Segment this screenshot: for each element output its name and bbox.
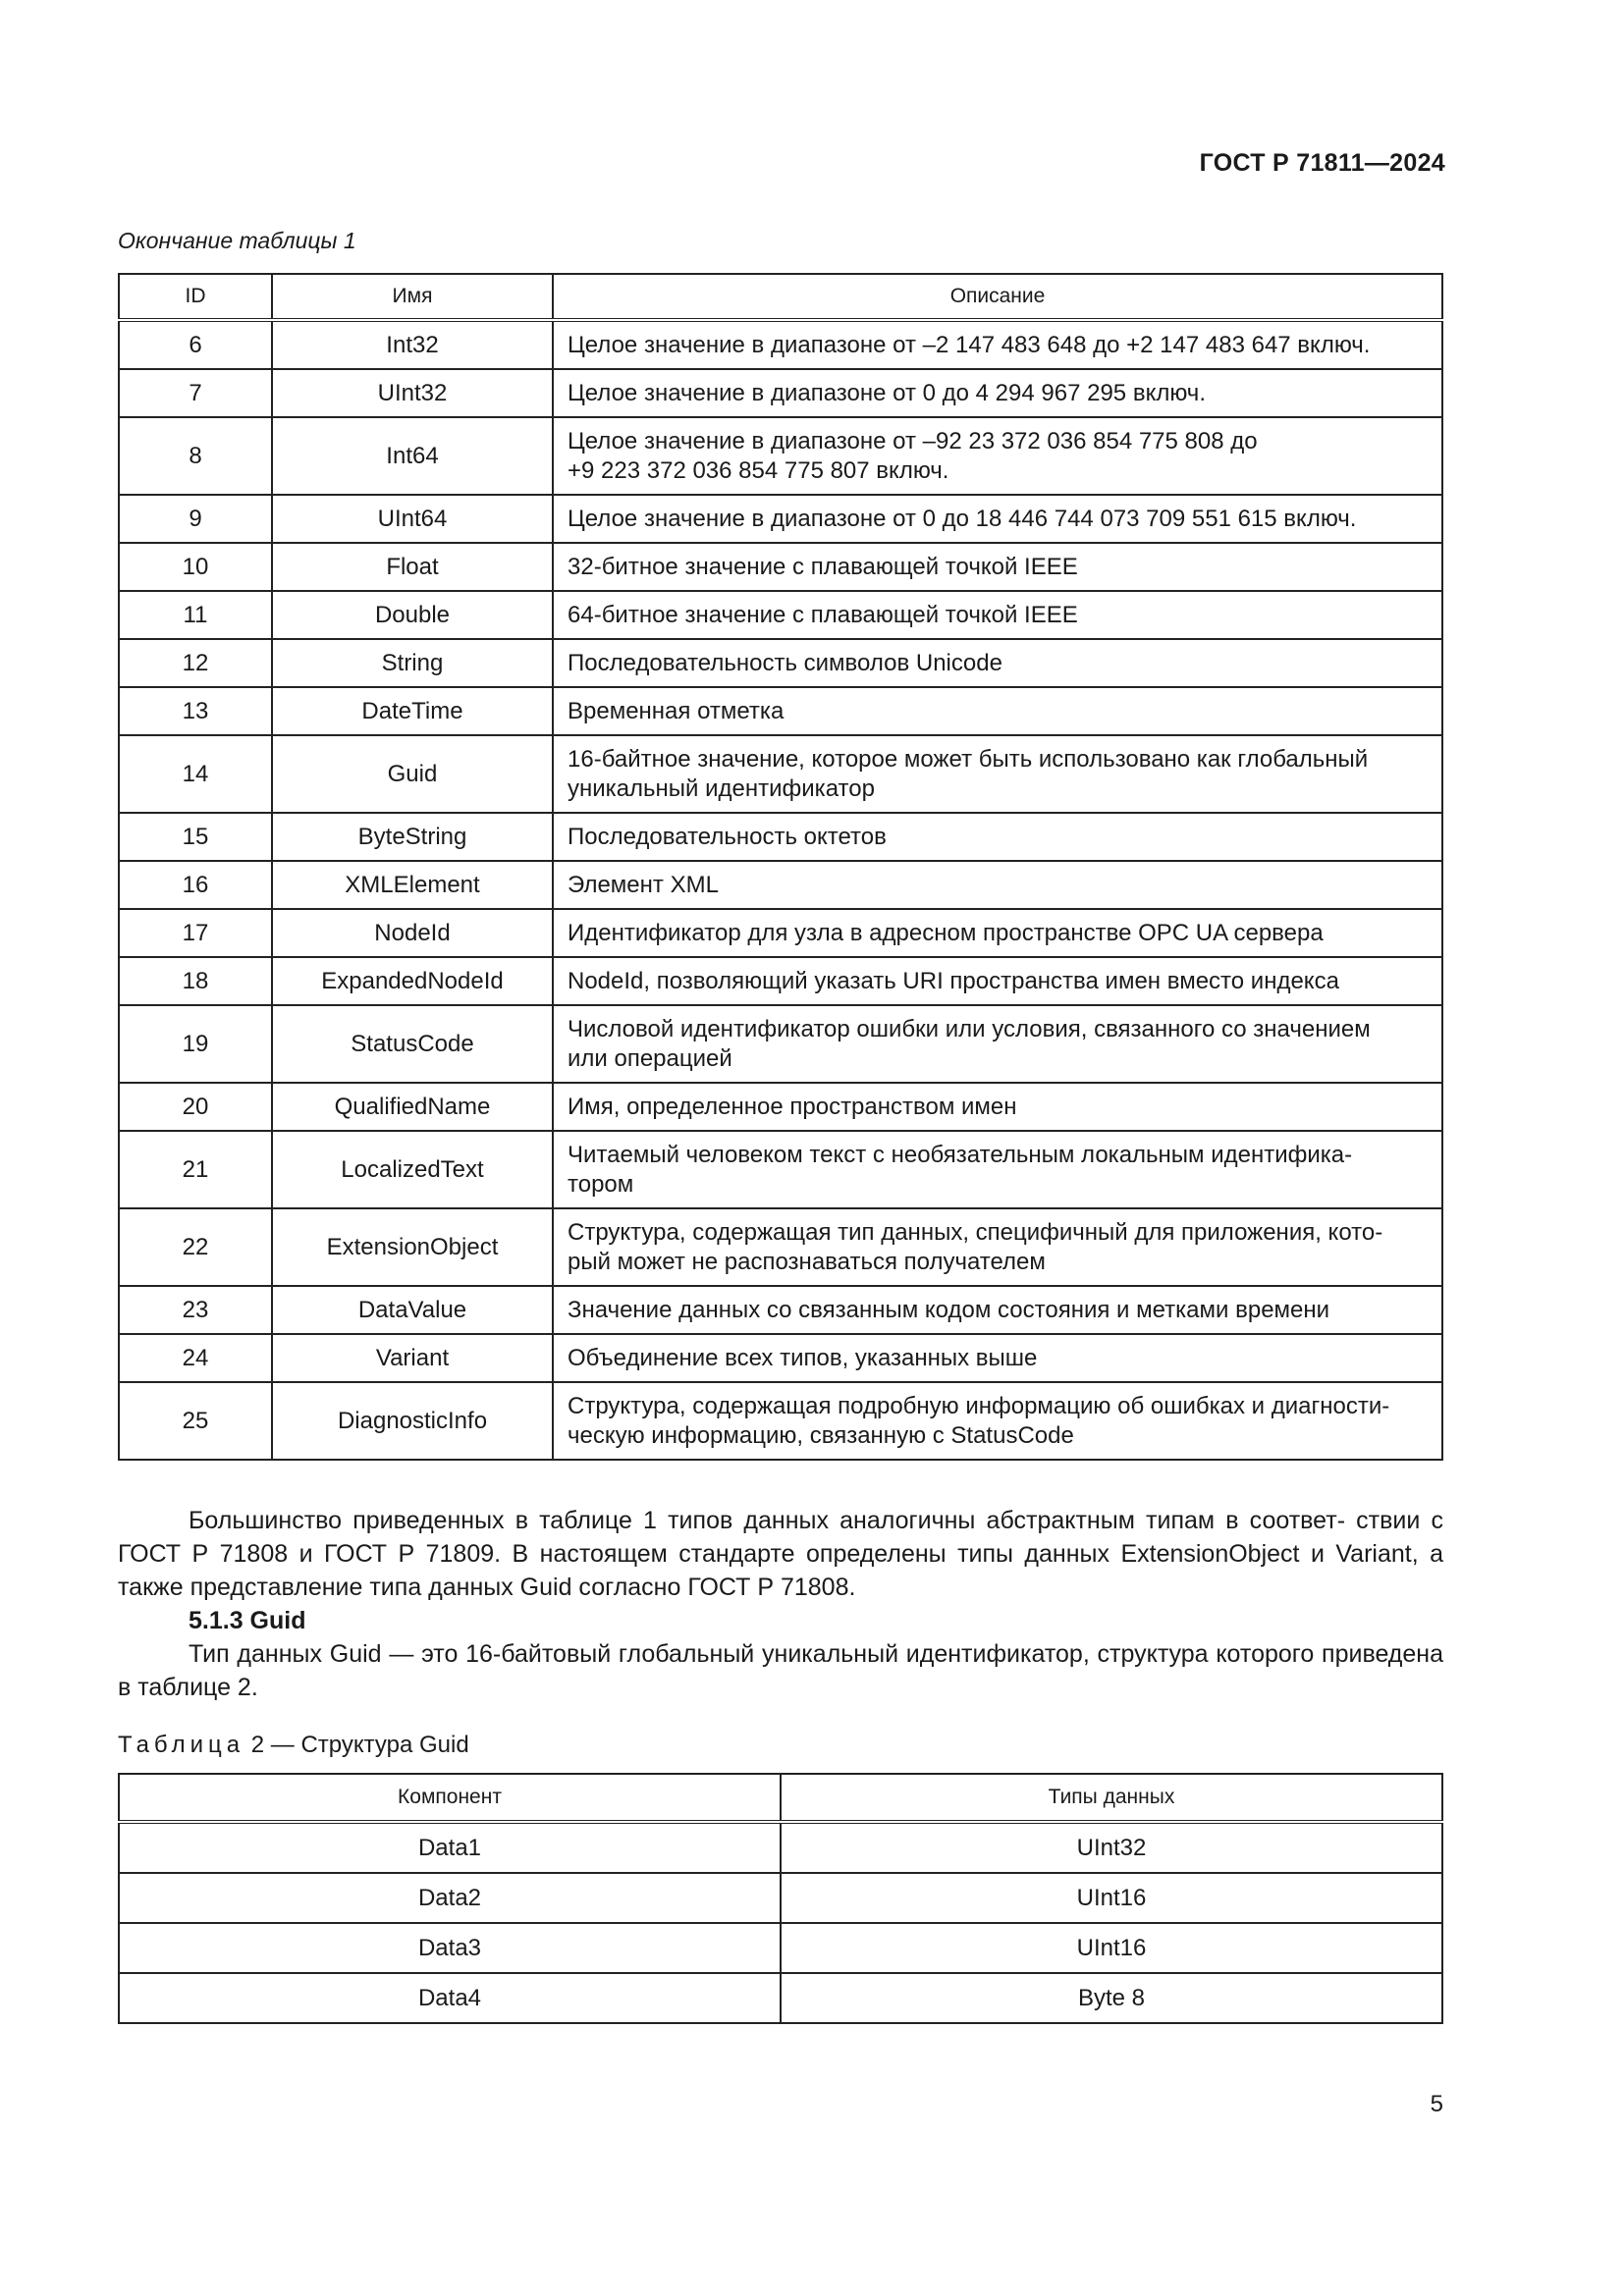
cell-description: Целое значение в диапазоне от 0 до 18 446 744 073 709 551 615 включ.	[553, 495, 1442, 543]
cell-id: 24	[119, 1334, 272, 1382]
paragraph	[118, 1504, 1443, 1604]
table-row	[119, 417, 1442, 495]
cell-id: 7	[119, 369, 272, 417]
table-row	[119, 1083, 1442, 1131]
cell-name: QualifiedName	[272, 1083, 553, 1131]
description-line: рый может не распознаваться получателем	[568, 1248, 1046, 1275]
table-row	[119, 1286, 1442, 1334]
cell-name: String	[272, 639, 553, 687]
cell-name: UInt64	[272, 495, 553, 543]
guid-structure-table	[118, 1773, 1443, 2024]
column-header-description: Описание	[553, 274, 1442, 320]
cell-name: Float	[272, 543, 553, 591]
table-row	[119, 1923, 1442, 1973]
cell-data-type: UInt16	[781, 1873, 1442, 1923]
table-caption-label: Таблица	[118, 1732, 245, 1758]
table-row	[119, 320, 1442, 369]
description-line: уникальный идентификатор	[568, 774, 875, 802]
cell-description: Имя, определенное пространством имен	[553, 1083, 1442, 1131]
table-row	[119, 639, 1442, 687]
table-row	[119, 909, 1442, 957]
cell-description: Последовательность октетов	[553, 813, 1442, 861]
cell-description: Временная отметка	[553, 687, 1442, 735]
table-row	[119, 735, 1442, 813]
cell-component: Data4	[119, 1973, 781, 2023]
cell-id: 15	[119, 813, 272, 861]
cell-id: 13	[119, 687, 272, 735]
section-heading: 5.1.3 Guid	[189, 1607, 306, 1634]
data-types-table	[118, 273, 1443, 1461]
table-row	[119, 1208, 1442, 1286]
paragraph-line: приведена в таблице 2.	[118, 1640, 1443, 1701]
cell-name: ByteString	[272, 813, 553, 861]
table-row	[119, 813, 1442, 861]
cell-id: 18	[119, 957, 272, 1005]
cell-description	[553, 1131, 1442, 1208]
cell-id: 11	[119, 591, 272, 639]
cell-name: UInt32	[272, 369, 553, 417]
description-line: Целое значение в диапазоне от –92 23 372 036 854 775 808 до	[568, 427, 1258, 454]
document-code: ГОСТ Р 71811—2024	[1199, 149, 1445, 177]
table-row	[119, 543, 1442, 591]
paragraph-line: Тип данных Guid — это 16-байтовый глобальный уникальный идентификатор, структура которого	[189, 1640, 1315, 1668]
description-line: Числовой идентификатор ошибки или условия, связанного со значением	[568, 1015, 1371, 1042]
column-header-id: ID	[119, 274, 272, 320]
description-line: тором	[568, 1170, 634, 1198]
cell-id: 9	[119, 495, 272, 543]
cell-name: DateTime	[272, 687, 553, 735]
cell-name: Int64	[272, 417, 553, 495]
cell-description: Последовательность символов Unicode	[553, 639, 1442, 687]
cell-description: Целое значение в диапазоне от –2 147 483 648 до +2 147 483 647 включ.	[553, 320, 1442, 369]
cell-id: 23	[119, 1286, 272, 1334]
cell-description: NodeId, позволяющий указать URI пространства имен вместо индекса	[553, 957, 1442, 1005]
table-header-row	[119, 1774, 1442, 1822]
cell-name: Variant	[272, 1334, 553, 1382]
description-line: Читаемый человеком текст с необязательным локальным идентифика-	[568, 1141, 1353, 1168]
cell-name: ExpandedNodeId	[272, 957, 553, 1005]
cell-description: Элемент XML	[553, 861, 1442, 909]
cell-id: 14	[119, 735, 272, 813]
table-row	[119, 591, 1442, 639]
cell-id: 12	[119, 639, 272, 687]
cell-id: 19	[119, 1005, 272, 1083]
table-row	[119, 1334, 1442, 1382]
cell-description	[553, 1382, 1442, 1460]
description-line: или операцией	[568, 1044, 732, 1072]
description-line: Структура, содержащая подробную информацию об ошибках и диагности-	[568, 1392, 1390, 1419]
paragraph-line: Большинство приведенных в таблице 1 типов данных аналогичны абстрактным типам в соответ-	[189, 1507, 1346, 1534]
table-row	[119, 1382, 1442, 1460]
cell-description: 32-битное значение с плавающей точкой IEEE	[553, 543, 1442, 591]
column-header-component: Компонент	[119, 1774, 781, 1822]
cell-component: Data2	[119, 1873, 781, 1923]
description-line: ческую информацию, связанную с StatusCode	[568, 1421, 1074, 1449]
table-row	[119, 1873, 1442, 1923]
cell-name: Double	[272, 591, 553, 639]
table-header-row	[119, 274, 1442, 320]
cell-name: Guid	[272, 735, 553, 813]
cell-description: 64-битное значение с плавающей точкой IEEE	[553, 591, 1442, 639]
cell-id: 25	[119, 1382, 272, 1460]
cell-name: StatusCode	[272, 1005, 553, 1083]
cell-description: Объединение всех типов, указанных выше	[553, 1334, 1442, 1382]
cell-description	[553, 417, 1442, 495]
cell-description	[553, 1005, 1442, 1083]
cell-name: NodeId	[272, 909, 553, 957]
cell-id: 22	[119, 1208, 272, 1286]
cell-component: Data1	[119, 1822, 781, 1873]
cell-id: 16	[119, 861, 272, 909]
cell-description: Идентификатор для узла в адресном пространстве OPC UA сервера	[553, 909, 1442, 957]
cell-id: 10	[119, 543, 272, 591]
cell-description: Целое значение в диапазоне от 0 до 4 294 967 295 включ.	[553, 369, 1442, 417]
cell-description	[553, 1208, 1442, 1286]
cell-name: LocalizedText	[272, 1131, 553, 1208]
table1-continuation-caption: Окончание таблицы 1	[118, 228, 356, 253]
table-row	[119, 861, 1442, 909]
cell-id: 21	[119, 1131, 272, 1208]
cell-data-type: UInt16	[781, 1923, 1442, 1973]
column-header-data-type: Типы данных	[781, 1774, 1442, 1822]
paragraph	[118, 1637, 1443, 1704]
table-row	[119, 687, 1442, 735]
cell-data-type: Byte 8	[781, 1973, 1442, 2023]
table-row	[119, 1005, 1442, 1083]
column-header-name: Имя	[272, 274, 553, 320]
cell-component: Data3	[119, 1923, 781, 1973]
table-row	[119, 369, 1442, 417]
cell-data-type: UInt32	[781, 1822, 1442, 1873]
cell-id: 8	[119, 417, 272, 495]
page-number: 5	[1430, 2091, 1443, 2117]
body-section	[118, 1504, 1443, 1704]
table2-caption	[118, 1732, 469, 1759]
cell-description	[553, 735, 1442, 813]
table-row	[119, 1131, 1442, 1208]
cell-id: 6	[119, 320, 272, 369]
cell-name: DataValue	[272, 1286, 553, 1334]
cell-id: 17	[119, 909, 272, 957]
description-line: 16-байтное значение, которое может быть использовано как глобальный	[568, 745, 1369, 773]
description-line: Структура, содержащая тип данных, специфичный для приложения, кото-	[568, 1218, 1383, 1246]
paragraph-line: и Variant, а также представление типа данных Guid согласно ГОСТ Р 71808.	[118, 1540, 1444, 1601]
paragraph-line: ствии с ГОСТ Р 71808 и ГОСТ Р 71809. В настоящем стандарте определены типы данных ExtensionObject	[118, 1507, 1443, 1568]
table-row	[119, 495, 1442, 543]
cell-description: Значение данных со связанным кодом состояния и метками времени	[553, 1286, 1442, 1334]
cell-name: DiagnosticInfo	[272, 1382, 553, 1460]
cell-name: Int32	[272, 320, 553, 369]
table-row	[119, 1822, 1442, 1873]
cell-name: XMLElement	[272, 861, 553, 909]
cell-name: ExtensionObject	[272, 1208, 553, 1286]
table-row	[119, 957, 1442, 1005]
cell-id: 20	[119, 1083, 272, 1131]
table-row	[119, 1973, 1442, 2023]
description-line: +9 223 372 036 854 775 807 включ.	[568, 456, 949, 484]
table-caption-title: 2 — Структура Guid	[244, 1732, 469, 1758]
